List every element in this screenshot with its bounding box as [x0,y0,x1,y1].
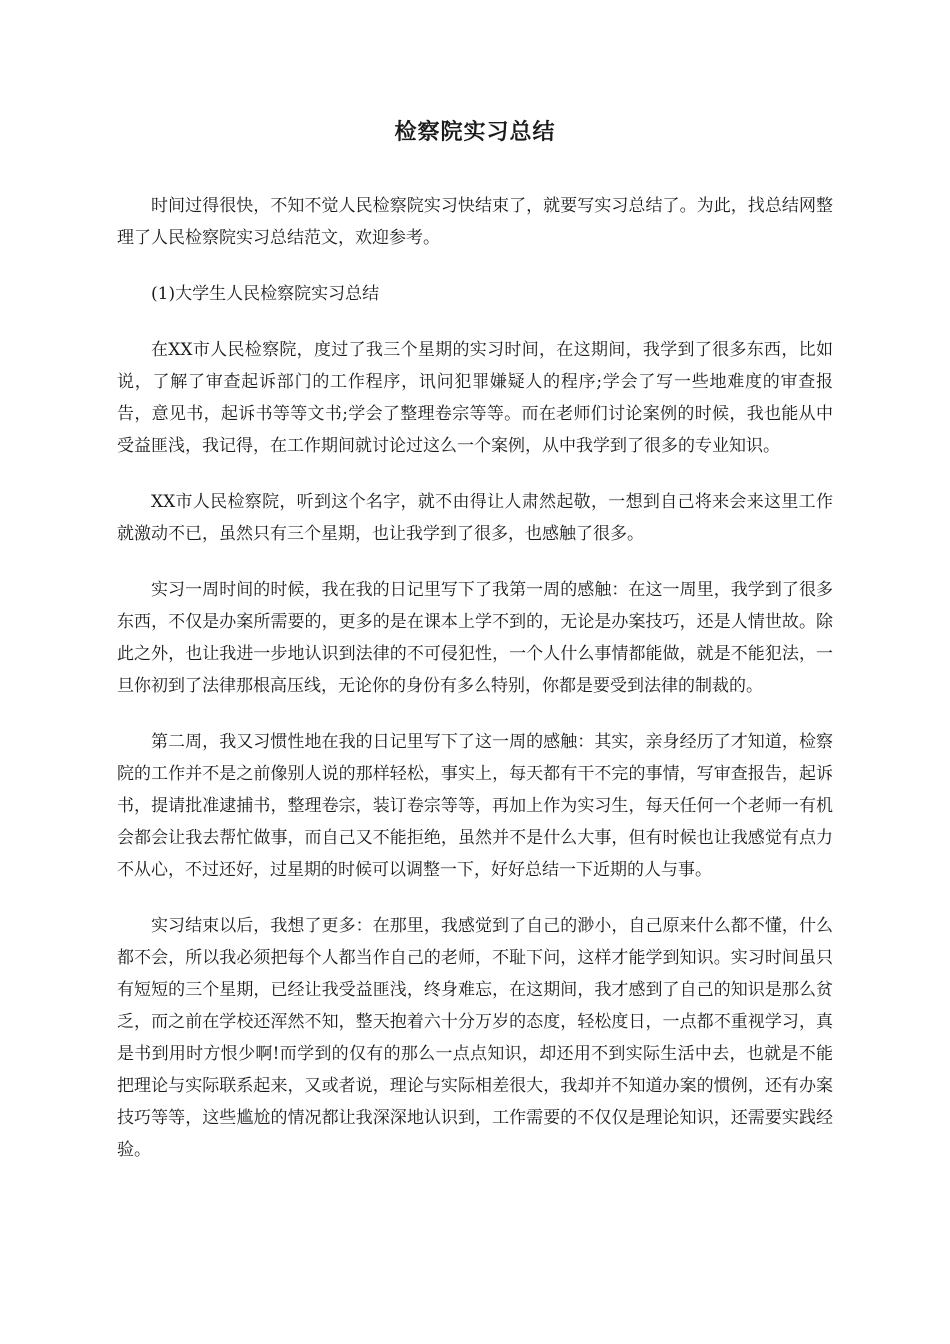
document-title: 检察院实习总结 [394,119,556,145]
body-paragraph-2: XX市人民检察院，听到这个名字，就不由得让人肃然起敬，一想到自己将来会来这里工作就激动不已，虽然只有三个星期，也让我学到了很多，也感触了很多。 [117,492,833,544]
section-heading: (1)大学生人民检察院实习总结 [151,284,380,304]
document-body [117,112,833,1190]
body-paragraph-5: 实习结束以后，我想了更多：在那里，我感觉到了自己的渺小，自己原来什么都不懂，什么都不会，所以我必须把每个人都当作自己的老师，不耻下问，这样才能学到知识。实习时间虽只有短短的三个星期，已经让我受益匪浅，终身难忘，在这期间，我才感到了自己的知识是那么贫乏，而之前在学校还浑然不知，整天抱着六十分万岁的态度，轻松度日，一点都不重视学习，真是书到用时方恨少啊!而学到的仅有的那么一点点知识，却还用不到实际生活中去，也就是不能把理论与实际联系起来，又或者说，理论与实际相差很大，我却并不知道办案的惯例，还有办案技巧等等，这些尴尬的情况都让我深深地认识到，工作需要的不仅仅是理论知识，还需要实践经验。 [117,916,833,1160]
body-paragraph-4: 第二周，我又习惯性地在我的日记里写下了这一周的感触：其实，亲身经历了才知道，检察院的工作并不是之前像别人说的那样轻松，事实上，每天都有干不完的事情，写审查报告，起诉书，提请批准逮捕书，整理卷宗，装订卷宗等等，再加上作为实习生，每天任何一个老师一有机会都会让我去帮忙做事，而自己又不能拒绝，虽然并不是什么大事，但有时候也让我感觉有点力不从心，不过还好，过星期的时候可以调整一下，好好总结一下近期的人与事。 [117,732,833,880]
intro-paragraph: 时间过得很快，不知不觉人民检察院实习快结束了，就要写实习总结了。为此，找总结网整理了人民检察院实习总结范文，欢迎参考。 [117,196,833,248]
body-paragraph-1: 在XX市人民检察院，度过了我三个星期的实习时间，在这期间，我学到了很多东西，比如说，了解了审查起诉部门的工作程序，讯问犯罪嫌疑人的程序;学会了写一些地难度的审查报告，意见书，起诉书等等文书;学会了整理卷宗等等。而在老师们讨论案例的时候，我也能从中受益匪浅，我记得，在工作期间就讨论过这么一个案例，从中我学到了很多的专业知识。 [117,340,833,456]
body-paragraph-3: 实习一周时间的时候，我在我的日记里写下了我第一周的感触：在这一周里，我学到了很多东西，不仅是办案所需要的，更多的是在课本上学不到的，无论是办案技巧，还是人情世故。除此之外，也让我进一步地认识到法律的不可侵犯性，一个人什么事情都能做，就是不能犯法，一旦你初到了法律那根高压线，无论你的身份有多么特别，你都是要受到法律的制裁的。 [117,580,833,696]
